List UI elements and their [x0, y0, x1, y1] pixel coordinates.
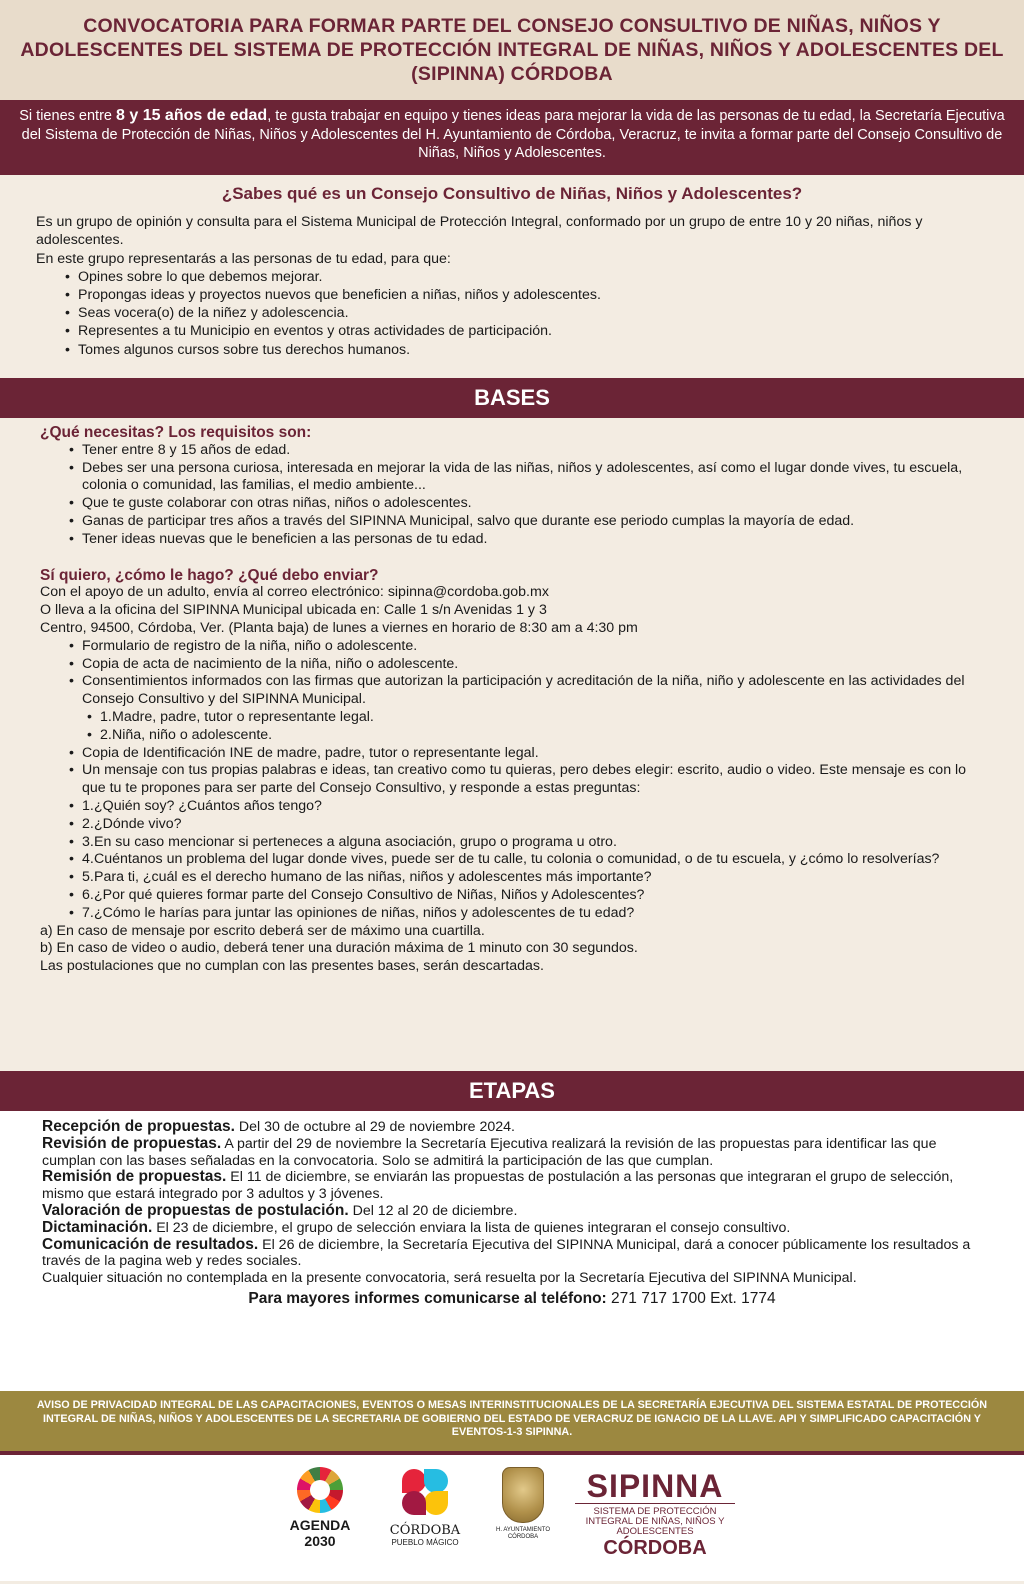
list-item: • 2.¿Dónde vivo? — [82, 816, 984, 834]
list-item: • 2.Niña, niño o adolescente. — [100, 727, 984, 745]
intro-band — [0, 100, 1024, 175]
list-item: • 6.¿Por qué quieres formar parte del Consejo Consultivo de Niñas, Niños y Adolescentes? — [82, 887, 984, 905]
documents-list — [40, 638, 984, 923]
logos-footer — [0, 1451, 1024, 1581]
crest-icon — [502, 1467, 544, 1523]
list-item: • Tener ideas nuevas que le beneficien a las personas de tu edad. — [82, 531, 984, 549]
list-item: • Copia de Identificación INE de madre, padre, tutor o representante legal. — [82, 745, 984, 763]
note-c: Las postulaciones que no cumplan con las presentes bases, serán descartadas. — [40, 958, 544, 975]
list-item: • 5.Para ti, ¿cuál es el derecho humano de las niñas, niños y adolescentes más importante? — [82, 869, 984, 887]
privacy-notice: AVISO DE PRIVACIDAD INTEGRAL DE LAS CAPACITACIONES, EVENTOS O MESAS INTERINSTITUCIONALES DE LA SECRETARÍA EJECUTIVA DEL SISTEMA ESTATAL DE PROTECCIÓN INTEGRAL DE NIÑAS, NIÑOS Y ADOLESCENTES DE LA SECRETARIA DE GOBIERNO DEL ESTADO DE VERACRUZ DE IGNACIO DE LA LLAVE. API Y SIMPLIFICADO CAPACITACIÓN Y EVENTOS-1-3 SIPINNA. — [0, 1391, 1024, 1451]
etapas-heading: ETAPAS — [0, 1071, 1024, 1111]
list-item: • Copia de acta de nacimiento de la niña, niño o adolescente. — [82, 656, 984, 674]
sdg-wheel-icon — [297, 1467, 343, 1513]
flower-icon — [400, 1467, 450, 1517]
list-item: • Ganas de participar tres años a través del SIPINNA Municipal, salvo que durante ese periodo cumplas la mayoría de edad. — [82, 513, 984, 531]
list-item: • 1.Madre, padre, tutor o representante legal. — [100, 709, 984, 727]
about-p1: Es un grupo de opinión y consulta para el Sistema Municipal de Protección Integral, conformado por un grupo de entre 10 y 20 niñas, niños y adolescentes. — [36, 214, 923, 249]
note-b: b) En caso de video o audio, deberá tener una duración máxima de 1 minuto con 30 segundos. — [40, 940, 638, 957]
list-item: • Formulario de registro de la niña, niño o adolescente. — [82, 638, 984, 656]
stage-results: Comunicación de resultados. El 26 de diciembre, la Secretaría Ejecutiva del SIPINNA Municipal, dará a conocer públicamente los resultados a través de la pagina web y redes sociales. — [42, 1235, 971, 1270]
about-section — [0, 175, 1024, 378]
list-item: • Propongas ideas y proyectos nuevos que beneficien a niñas, niños y adolescentes. — [78, 286, 988, 304]
list-item — [82, 673, 984, 744]
list-item: • Que te guste colaborar con otras niñas, niños o adolescentes. — [82, 495, 984, 513]
cordoba-pueblo-magico-logo: CÓRDOBA PUEBLO MÁGICO — [380, 1467, 470, 1547]
bases-section — [0, 418, 1024, 1071]
how-line-2: O lleva a la oficina del SIPINNA Municipal ubicada en: Calle 1 s/n Avenidas 1 y 3 — [40, 602, 547, 619]
stage-review: Revisión de propuestas. A partir del 29 de noviembre la Secretaría Ejecutiva realizará la revisión de las propuestas para identificar las que cumplan con las bases señaladas en la convocatoria. Solo se admitirá la participación de las que cumplan. — [42, 1134, 937, 1169]
header-band — [0, 0, 1024, 100]
how-title: Sí quiero, ¿cómo le hago? ¿Qué debo enviar? — [40, 566, 379, 584]
consent-list — [82, 709, 984, 745]
stage-valuation: Valoración de propuestas de postulación. Del 12 al 20 de diciembre. — [42, 1201, 518, 1219]
intro-post: , te gusta trabajar en equipo y tienes ideas para mejorar la vida de las personas de tu edad, la Secretaría Ejecutiva del Sistema de Protección de Niñas, Niños y Adolescentes del H. Ayuntamiento de Córdoba, Veracruz, te invita a formar parte del Consejo Consultivo de Niñas, Niños y Adolescentes. — [21, 108, 1005, 161]
about-question: ¿Sabes qué es un Consejo Consultivo de Niñas, Niños y Adolescentes? — [221, 184, 803, 203]
note-a: a) En caso de mensaje por escrito deberá ser de máximo una cuartilla. — [40, 922, 485, 939]
list-item: • Tomes algunos cursos sobre tus derechos humanos. — [78, 341, 988, 359]
message-text: Un mensaje con tus propias palabras e ideas, tan creativo como tu quieras, pero debes elegir: escrito, audio o video. Este mensaje es con lo que tu te propones para ser parte del Consejo Consultivo, y responde a estas preguntas: — [82, 762, 967, 797]
etapas-section — [0, 1111, 1024, 1391]
stage-remission: Remisión de propuestas. El 11 de diciembre, se enviarán las propuestas de postulación a las personas que integraran el grupo de selección, mismo que estará integrado por 3 adultos y 3 jóvenes. — [42, 1168, 954, 1203]
questions-list — [82, 798, 984, 923]
stage-reception: Recepción de propuestas. Del 30 de octubre al 29 de noviembre 2024. — [42, 1118, 515, 1135]
list-item: • Representes a tu Municipio en eventos y otras actividades de participación. — [78, 322, 988, 340]
stage-ruling: Dictaminación. El 23 de diciembre, el grupo de selección enviara la lista de quienes integraran el consejo consultivo. — [42, 1218, 791, 1236]
bases-heading: BASES — [0, 378, 1024, 418]
sipinna-logo: SIPINNA SISTEMA DE PROTECCIÓN INTEGRAL DE NIÑAS, NIÑOS Y ADOLESCENTES CÓRDOBA — [575, 1469, 735, 1559]
list-item: • Seas vocera(o) de la niñez y adolescencia. — [78, 304, 988, 322]
about-p2: En este grupo representarás a las personas de tu edad, para que: — [36, 250, 451, 267]
list-item: • 7.¿Cómo le harías para juntar las opiniones de niñas, niños y adolescentes de tu edad? — [82, 905, 984, 923]
stage-other: Cualquier situación no contemplada en la presente convocatoria, será resuelta por la Secretaría Ejecutiva del SIPINNA Municipal. — [42, 1270, 857, 1287]
how-line-1: Con el apoyo de un adulto, envía al correo electrónico: sipinna@cordoba.gob.mx — [40, 584, 549, 601]
intro-pre: Si tienes entre — [19, 108, 116, 124]
list-item: • Tener entre 8 y 15 años de edad. — [82, 442, 984, 460]
intro-age: 8 y 15 años de edad — [116, 107, 268, 124]
about-list — [36, 268, 988, 359]
list-item: • Debes ser una persona curiosa, interesada en mejorar la vida de las niñas, niños y adolescentes, así como el lugar donde vives, tu escuela, colonia o comunidad, las familias, el medio ambiente... — [82, 460, 984, 496]
requirements-list — [40, 442, 984, 549]
list-item: • 4.Cuéntanos un problema del lugar donde vives, puede ser de tu calle, tu colonia o comunidad, o de tu escuela, y ¿cómo lo resolverías? — [82, 851, 984, 869]
ayuntamiento-crest: H. AYUNTAMIENTO CÓRDOBA — [488, 1467, 558, 1541]
how-line-3: Centro, 94500, Córdoba, Ver. (Planta baja) de lunes a viernes en horario de 8:30 am a 4:30 pm — [40, 619, 638, 636]
requirements-title: ¿Qué necesitas? Los requisitos son: — [40, 424, 312, 441]
contact-phone: Para mayores informes comunicarse al teléfono: 271 717 1700 Ext. 1774 — [248, 1289, 776, 1307]
agenda-2030-logo: AGENDA 2030 — [280, 1467, 360, 1549]
list-item — [82, 762, 984, 922]
consent-text: Consentimientos informados con las firmas que autorizan la participación y acreditación de la niña, niño y adolescente en las actividades del Consejo Consultivo y del SIPINNA Municipal. — [82, 673, 965, 708]
list-item: • Opines sobre lo que debemos mejorar. — [78, 268, 988, 286]
list-item: • 1.¿Quién soy? ¿Cuántos años tengo? — [82, 798, 984, 816]
page-title: CONVOCATORIA PARA FORMAR PARTE DEL CONSEJO CONSULTIVO DE NIÑAS, NIÑOS Y ADOLESCENTES DEL SISTEMA DE PROTECCIÓN INTEGRAL DE NIÑAS, NIÑOS Y ADOLESCENTES DEL (SIPINNA) CÓRDOBA — [20, 15, 1004, 85]
list-item: • 3.En su caso mencionar si perteneces a alguna asociación, grupo o programa u otro. — [82, 834, 984, 852]
